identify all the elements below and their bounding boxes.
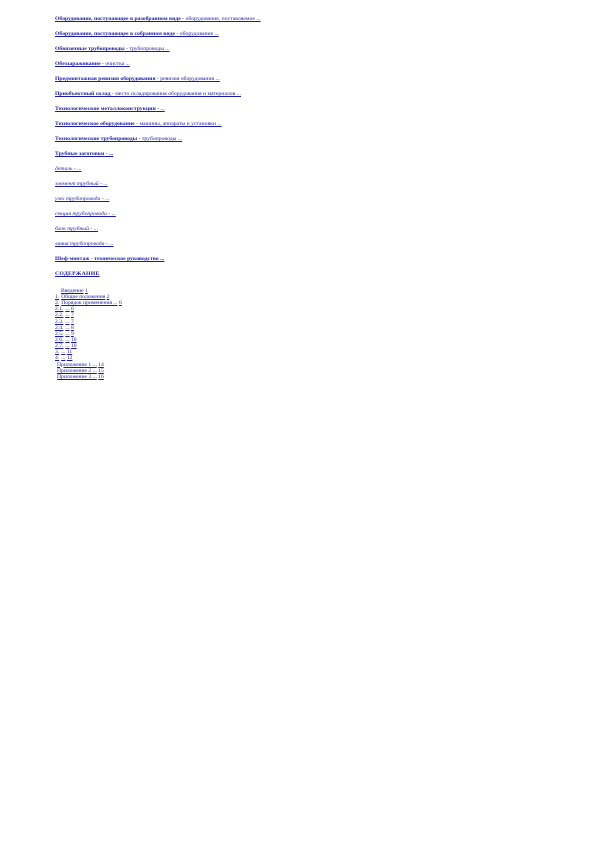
toc-page-number: 7 <box>71 312 74 319</box>
definition-paragraph <box>55 61 561 68</box>
toc-number: 2.1. <box>55 306 64 313</box>
toc-page-number: 14 <box>98 361 104 368</box>
definition-paragraph <box>55 76 561 83</box>
definition-text: - трубопроводы ... <box>124 45 170 52</box>
definition-term: Оборудование, поступающее в разобранном виде <box>55 16 181 22</box>
definition-text: - место складирования оборудования и материалов ... <box>110 90 241 97</box>
definition-text: - ... <box>104 150 114 157</box>
definition-text: - трубопроводы ... <box>137 135 183 142</box>
toc-label: ... <box>65 306 70 313</box>
definition-text: - ... <box>106 210 116 217</box>
definition-term: Технологические трубопроводы <box>55 135 138 142</box>
definition-term: Технологическое оборудование <box>55 120 135 127</box>
definition-term: узел трубопровода <box>55 195 101 202</box>
toc-label: ... <box>65 336 70 343</box>
definition-text: - ... <box>72 165 82 172</box>
toc-page-number: 15 <box>98 367 104 374</box>
definition-paragraph <box>55 151 561 158</box>
definition-term: Трубные заготовки <box>55 150 105 157</box>
definition-term: Обеззараживание <box>55 60 101 67</box>
toc-label: Введение <box>61 287 84 294</box>
toc-number: 2. <box>55 300 60 307</box>
toc-page-number: 1 <box>84 287 88 294</box>
definition-paragraph <box>55 241 561 248</box>
definition-term: линия трубопровода <box>55 240 105 247</box>
definition-term: деталь <box>55 165 73 172</box>
definition-paragraph <box>55 136 561 143</box>
definition-term: блок трубный <box>55 225 89 232</box>
toc-page-number: 10 <box>71 343 77 350</box>
definition-text: - ревизия оборудования ... <box>155 75 220 82</box>
definition-paragraph <box>55 46 561 53</box>
definition-term: Шеф-монтаж <box>55 255 90 262</box>
definition-text: - машины, аппараты и установки ... <box>134 120 222 127</box>
toc-label: ... <box>61 349 66 356</box>
definition-text: - ... <box>155 105 165 112</box>
toc-label: Приложение 1 ... <box>57 361 97 368</box>
toc-page-number: 2 <box>106 293 110 300</box>
definition-text: - ... <box>88 225 98 232</box>
toc-page-number: 6 <box>71 306 74 313</box>
toc-label: ... <box>65 324 70 331</box>
toc-number: 2.4. <box>55 324 64 331</box>
definition-term: элемент трубный <box>55 180 99 187</box>
definition-paragraph <box>55 196 561 203</box>
toc-page-number: 10 <box>71 336 77 343</box>
definition-paragraph <box>55 226 561 233</box>
definition-term: Технологические металлоконструкции <box>55 105 156 112</box>
toc-number: 3. <box>55 349 60 356</box>
toc-page-number: 12 <box>66 355 73 362</box>
toc-number: 2.5. <box>55 330 64 337</box>
toc-label: ... <box>65 312 70 319</box>
toc-page-number: 6 <box>119 300 122 307</box>
toc-label: Общие положения <box>61 293 106 300</box>
toc-link[interactable] <box>55 374 561 380</box>
definition-text: - ... <box>104 240 114 247</box>
definition-term: секция трубопровода <box>55 210 107 217</box>
toc-number: 2.6. <box>55 336 64 343</box>
definition-paragraph <box>55 121 561 128</box>
toc-page-number: 8 <box>71 324 74 331</box>
definition-text: - оборудование, поставляемое ... <box>180 16 261 22</box>
definition-text: - оборудование ... <box>175 30 219 37</box>
definition-text: - ... <box>100 195 110 202</box>
definition-term: Оборудование, поступающее в собранном виде <box>55 30 176 37</box>
toc-page-number: 16 <box>98 373 104 380</box>
toc-number: 2.2. <box>55 312 64 319</box>
definition-paragraph <box>55 256 561 263</box>
definition-paragraph <box>55 91 561 98</box>
definition-paragraph <box>55 16 561 23</box>
definition-term: Предмонтажная ревизия оборудования <box>55 75 156 82</box>
definition-term: Обвязочные трубопроводы <box>55 45 125 52</box>
toc-label: ... <box>65 318 70 325</box>
definition-text: - очистка ... <box>100 60 130 67</box>
definition-paragraph <box>55 211 561 218</box>
definition-text: - ... <box>98 180 108 187</box>
toc-heading: СОДЕРЖАНИЕ <box>55 270 100 277</box>
toc-label: Приложение 3 ... <box>57 373 97 380</box>
toc-number: 2.7. <box>55 343 64 350</box>
toc-number: 4. <box>55 355 60 362</box>
toc-label: ... <box>61 355 66 362</box>
toc-number: 1. <box>55 293 60 300</box>
toc-label: ... <box>65 343 70 350</box>
definition-text: - техническое руководство ... <box>89 255 165 262</box>
toc-label: Порядок применения ... <box>61 300 118 307</box>
toc-page-number: 7 <box>71 318 74 325</box>
toc-label: ... <box>65 330 70 337</box>
toc-label: Приложение 2 ... <box>57 367 97 374</box>
toc-page-number: 9 <box>71 330 74 337</box>
definition-term: Приобъектный склад <box>55 90 111 97</box>
definition-paragraph <box>55 106 561 113</box>
table-of-contents <box>55 288 561 380</box>
definition-paragraph <box>55 181 561 188</box>
definition-paragraph <box>55 31 561 38</box>
toc-page-number: 11 <box>66 349 73 356</box>
definition-paragraph <box>55 166 561 173</box>
toc-number: 2.3. <box>55 318 64 325</box>
